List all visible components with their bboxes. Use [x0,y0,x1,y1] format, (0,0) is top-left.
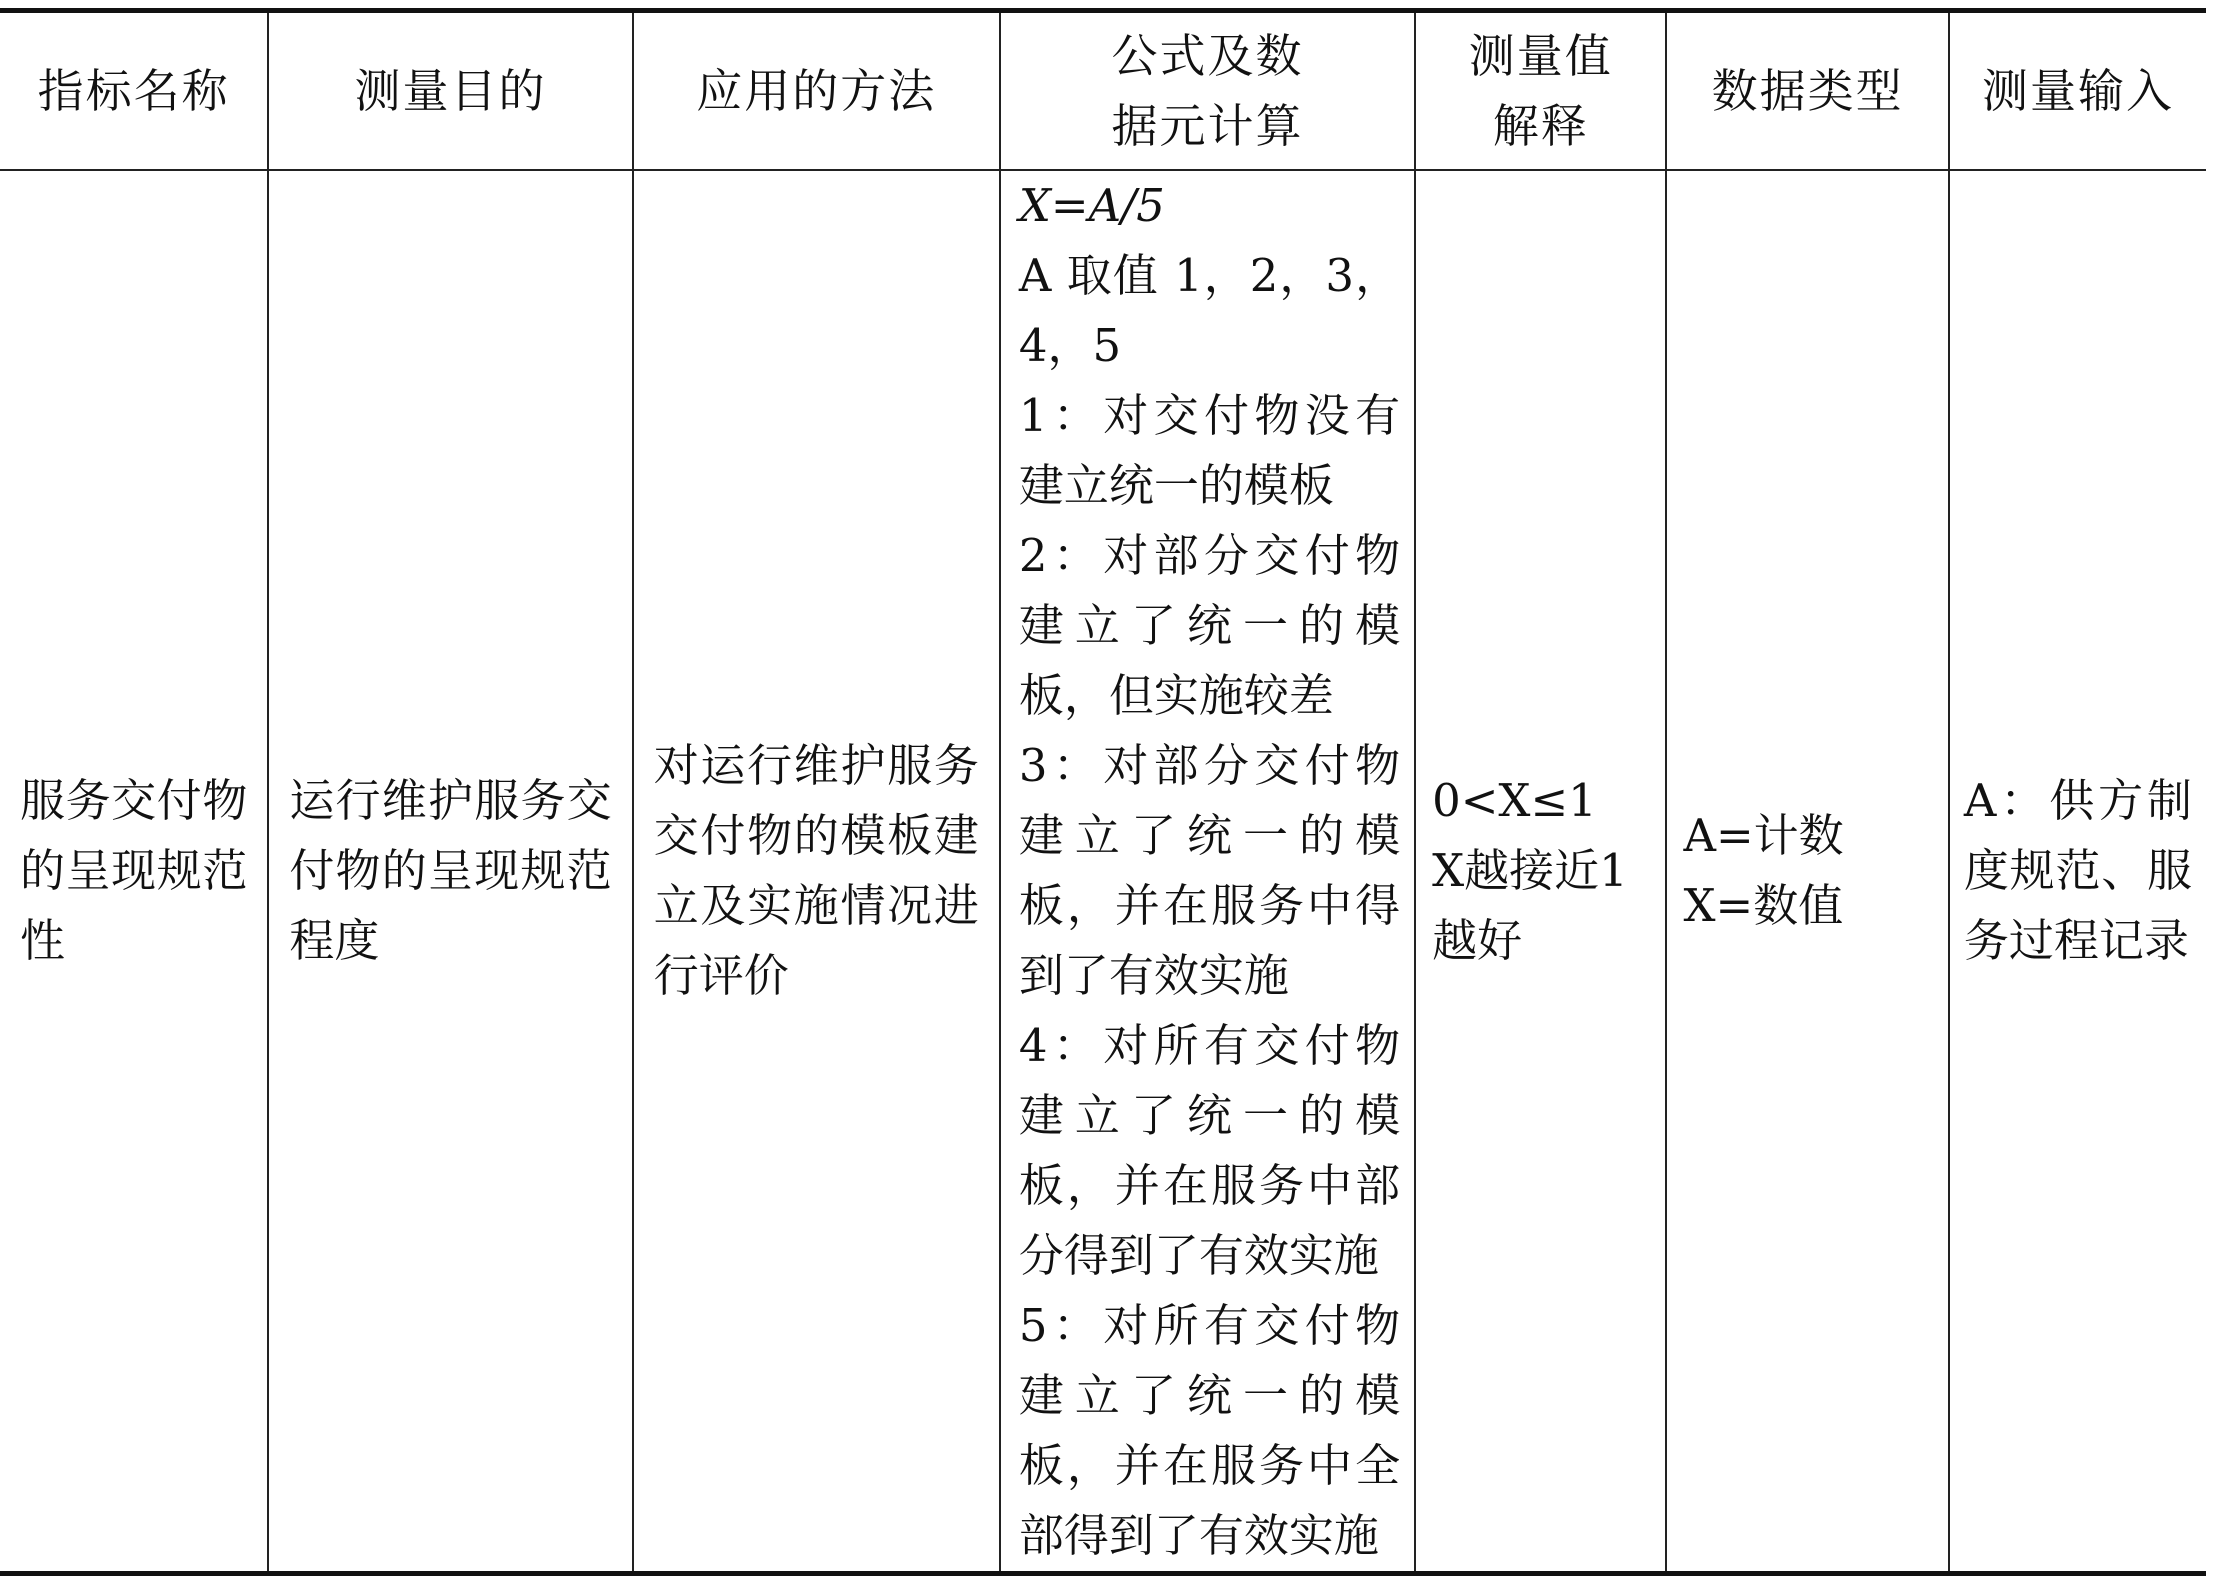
header-interpretation [1415,11,1666,171]
formula-main: X=A/5 [1018,179,1165,232]
header-data-type: 数据类型 [1666,11,1948,171]
header-formula [1000,11,1415,171]
formula-level-4: 4：对所有交付物建立了统一的模板，并在服务中部分得到了有效实施 [1018,1019,1401,1282]
cell-method [633,170,1000,1574]
cell-purpose [268,170,632,1574]
header-row [0,11,2206,171]
formula-content [1001,171,1414,1571]
header-interpretation-line-2: 解释 [1492,99,1589,153]
formula-level-2: 2：对部分交付物建立了统一的模板，但实施较差 [1018,529,1401,722]
interpretation-note: X越接近1越好 [1432,844,1628,967]
indicator-name-text: 服务交付物的呈现规范性 [20,774,248,967]
input-text: A：供方制度规范、服务过程记录 [1963,774,2192,967]
data-type-content [1667,801,1947,941]
header-formula-line-2: 据元计算 [1111,99,1304,153]
metric-table [0,8,2206,1576]
interpretation-range: 0<X≤1 [1432,774,1597,827]
cell-formula [1000,170,1415,1574]
table-row [0,170,2206,1574]
data-type-a: A=计数 [1683,809,1844,862]
formula-range: A 取值 1，2，3，4，5 [1018,249,1401,372]
purpose-text: 运行维护服务交付物的呈现规范程度 [289,774,612,967]
data-type-x: X=数值 [1683,879,1844,932]
method-text: 对运行维护服务交付物的模板建立及实施情况进行评价 [653,739,979,1002]
header-indicator-name: 指标名称 [0,11,268,171]
header-formula-line-1: 公式及数 [1111,29,1304,83]
cell-data-type [1666,170,1948,1574]
interpretation-content [1416,766,1665,976]
formula-level-1: 1：对交付物没有建立统一的模板 [1018,389,1401,512]
formula-level-3: 3：对部分交付物建立了统一的模板，并在服务中得到了有效实施 [1018,739,1401,1002]
header-interpretation-line-1: 测量值 [1468,29,1613,83]
header-method: 应用的方法 [633,11,1000,171]
formula-level-5: 5：对所有交付物建立了统一的模板，并在服务中全部得到了有效实施 [1018,1299,1401,1562]
header-input: 测量输入 [1949,11,2206,171]
header-purpose: 测量目的 [268,11,632,171]
cell-indicator-name [0,170,268,1574]
cell-input [1949,170,2206,1574]
cell-interpretation [1415,170,1666,1574]
